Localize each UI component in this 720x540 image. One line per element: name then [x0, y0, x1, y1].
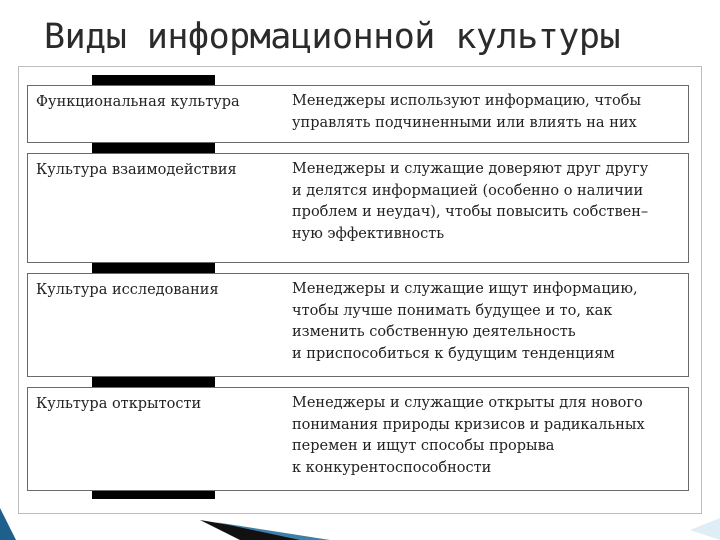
- culture-row-openness: [27, 387, 689, 491]
- culture-description: Менеджеры и служащие доверяют друг другу и делятся информацией (особенно о наличии проблем и неудач), чтобы повысить собствен– ную эффективность: [292, 161, 649, 242]
- culture-description: Менеджеры и служащие ищут информацию, чтобы лучше понимать будущее и то, как изменить собственную деятельность и приспособиться к будущим тенденциям: [292, 281, 638, 362]
- culture-row-functional: [27, 85, 689, 143]
- corner-accent-shape: [690, 518, 720, 540]
- slide-title: Виды информационной культуры: [44, 17, 621, 57]
- culture-name: Культура открытости: [36, 396, 202, 412]
- culture-description: Менеджеры и служащие открыты для нового понимания природы кризисов и радикальных перемен и ищут способы прорыва к конкурентоспособности: [292, 395, 645, 476]
- culture-name: Культура взаимодействия: [36, 162, 237, 178]
- culture-row-interaction: [27, 153, 689, 263]
- slide-decoration: [0, 500, 720, 540]
- culture-name: Культура исследования: [36, 282, 219, 298]
- corner-accent-shape: [0, 508, 16, 540]
- culture-name: Функциональная культура: [36, 94, 240, 110]
- culture-types-table: [18, 66, 702, 514]
- culture-row-research: [27, 273, 689, 377]
- culture-description: Менеджеры используют информацию, чтобы управлять подчиненными или влиять на них: [292, 93, 641, 131]
